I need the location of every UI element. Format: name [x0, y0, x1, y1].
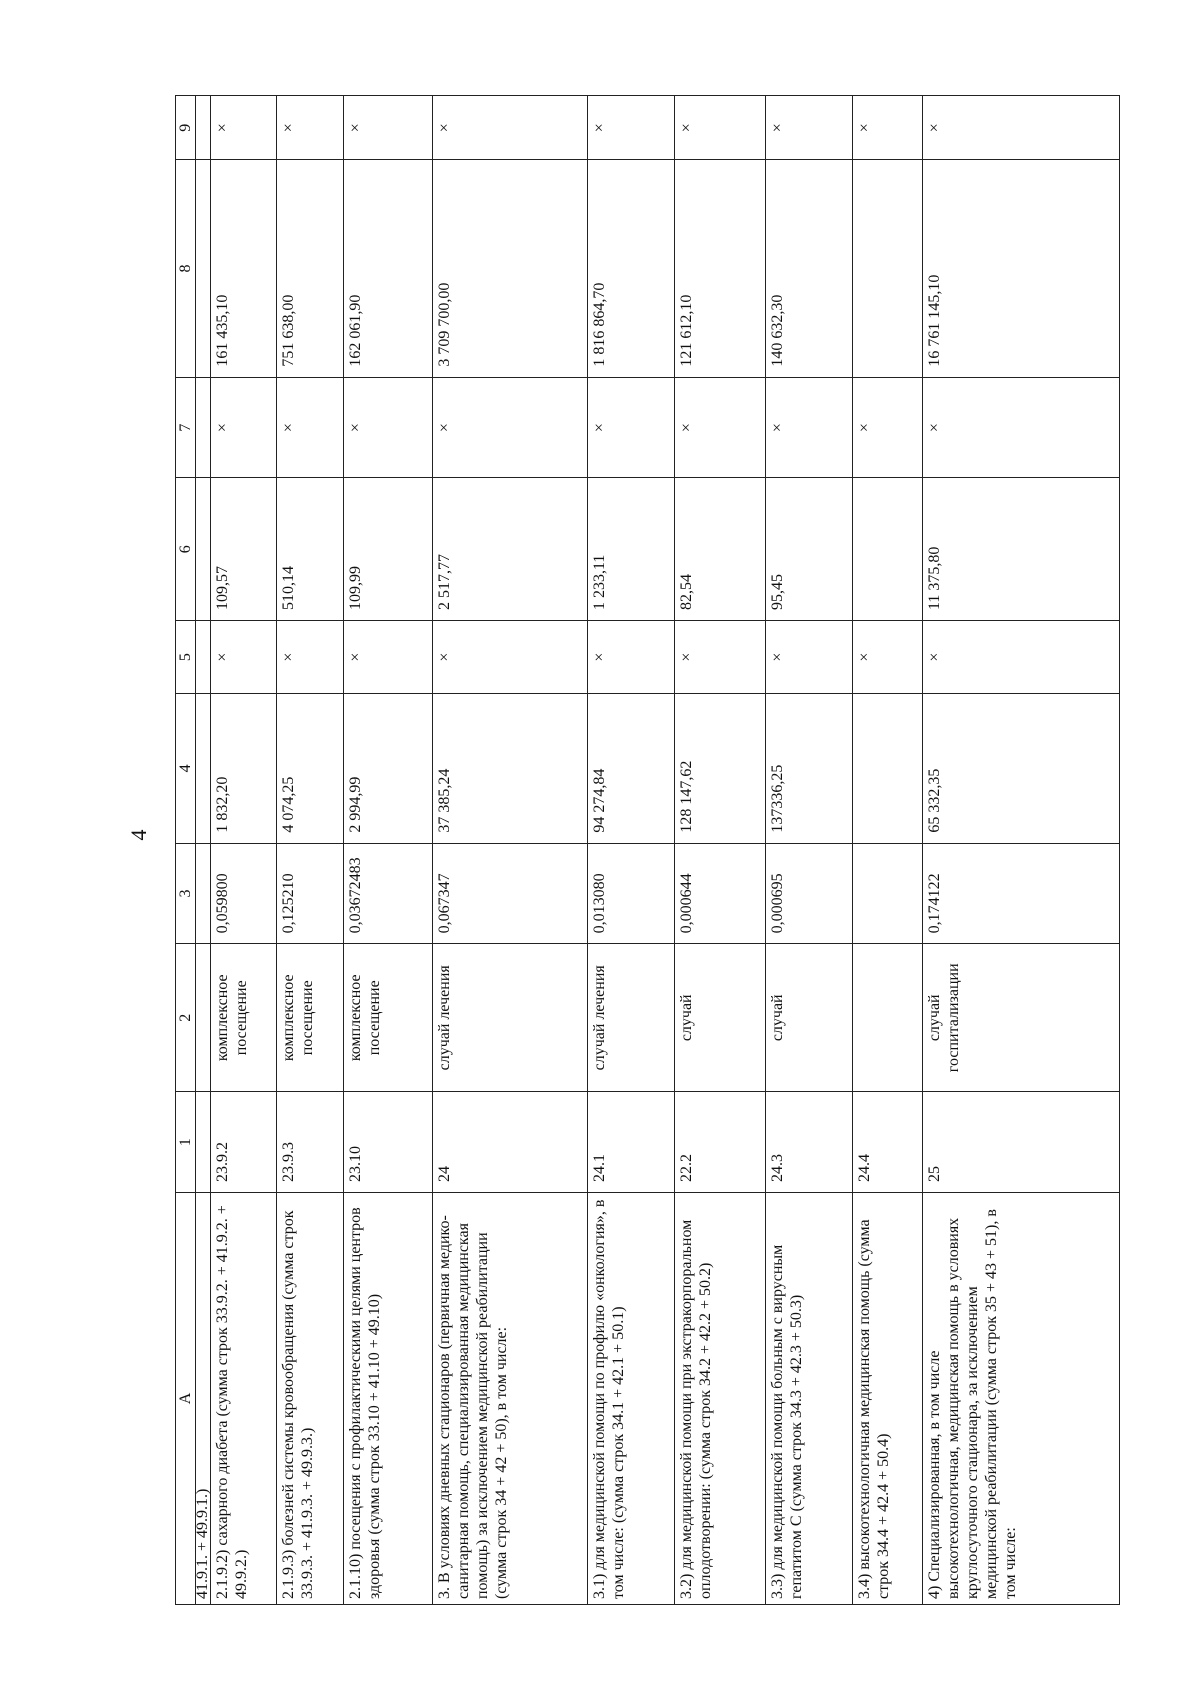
cell-x-mark: × [276, 96, 343, 160]
cell-value: 0,03672483 [343, 843, 432, 944]
table-row [923, 96, 1120, 1605]
cell-value: 95,45 [766, 478, 853, 621]
cell-value: 128 147,62 [674, 694, 765, 844]
cell-name: 3.1) для медицинской помощи по профилю «онкология», в том числе: (сумма строк 34.1 + 42.1 + 50.1) [587, 1192, 674, 1604]
cell-code: 25 [923, 1092, 1120, 1193]
table-row [210, 96, 276, 1605]
table-row [766, 96, 853, 1605]
cell-x-mark: × [766, 621, 853, 694]
column-header: 4 [176, 694, 196, 844]
table-row [276, 96, 343, 1605]
cell-name: 2.1.10) посещения с профилактическими целями центров здоровья (сумма строк 33.10 + 41.10 + 49.10) [343, 1192, 432, 1604]
cell-value [853, 478, 923, 621]
cell-value: 4 074,25 [276, 694, 343, 844]
cell-x-mark: × [276, 621, 343, 694]
column-header: 3 [176, 843, 196, 944]
cell-value: 0,000695 [766, 843, 853, 944]
cell-name: 2.1.9.3) болезней системы кровообращения (сумма строк 33.9.3. + 41.9.3. + 49.9.3.) [276, 1192, 343, 1604]
cell [196, 478, 211, 621]
cell-x-mark: × [674, 377, 765, 478]
cell-x-mark: × [343, 377, 432, 478]
cell-x-mark: × [587, 621, 674, 694]
cell-unit: комплексное посещение [343, 944, 432, 1092]
table-row [196, 96, 211, 1605]
cell-value: 0,125210 [276, 843, 343, 944]
cell-value: 2 517,77 [432, 478, 587, 621]
cell [196, 1092, 211, 1193]
column-header: 5 [176, 621, 196, 694]
cell-name: 3.4) высокотехнологичная медицинская помощь (сумма строк 34.4 + 42.4 + 50.4) [853, 1192, 923, 1604]
column-header: 9 [176, 96, 196, 160]
cell-value: 0,000644 [674, 843, 765, 944]
cell-x-mark: × [432, 96, 587, 160]
cell-value: 0,013080 [587, 843, 674, 944]
cell-value: 109,57 [210, 478, 276, 621]
cell-value: 1 832,20 [210, 694, 276, 844]
cell-x-mark: × [432, 621, 587, 694]
cell-value: 82,54 [674, 478, 765, 621]
cell [196, 694, 211, 844]
cell [196, 377, 211, 478]
cell-code: 23.10 [343, 1092, 432, 1193]
cell-x-mark: × [587, 96, 674, 160]
cell-name: 41.9.1. + 49.9.1.) [196, 1192, 211, 1604]
cell-x-mark: × [853, 377, 923, 478]
column-header: 8 [176, 160, 196, 377]
table-header-row [176, 96, 196, 1605]
cell-value: 0,059800 [210, 843, 276, 944]
cell-value: 109,99 [343, 478, 432, 621]
cell-x-mark: × [923, 377, 1120, 478]
column-header: A [176, 1192, 196, 1604]
cell-name: 4) Специализированная, в том числе высокотехнологичная, медицинская помощь в условиях круглосуточного стационара, за исключением медицинской реабилитации (сумма строк 35 + 43 + 51), в том числе: [923, 1192, 1120, 1604]
page-number: 4 [126, 829, 151, 841]
cell-unit: случай [674, 944, 765, 1092]
cell-x-mark: × [210, 621, 276, 694]
cell-x-mark: × [674, 621, 765, 694]
column-header: 2 [176, 944, 196, 1092]
cell-value: 94 274,84 [587, 694, 674, 844]
cell-unit [853, 944, 923, 1092]
cell-x-mark: × [923, 621, 1120, 694]
cell-value: 161 435,10 [210, 160, 276, 377]
cell-value: 162 061,90 [343, 160, 432, 377]
data-table [175, 95, 1120, 1605]
cell-value: 0,067347 [432, 843, 587, 944]
table-row [853, 96, 923, 1605]
cell-x-mark: × [853, 96, 923, 160]
cell-x-mark: × [210, 377, 276, 478]
cell-x-mark: × [343, 96, 432, 160]
cell-unit: случай лечения [432, 944, 587, 1092]
cell [196, 96, 211, 160]
table-row [432, 96, 587, 1605]
cell-code: 23.9.2 [210, 1092, 276, 1193]
cell [196, 944, 211, 1092]
cell-value [853, 694, 923, 844]
cell-value: 65 332,35 [923, 694, 1120, 844]
cell-x-mark: × [853, 621, 923, 694]
cell [196, 621, 211, 694]
column-header: 1 [176, 1092, 196, 1193]
cell-code: 22.2 [674, 1092, 765, 1193]
cell-x-mark: × [674, 96, 765, 160]
rotated-table-sheet [175, 95, 1120, 1605]
column-header: 6 [176, 478, 196, 621]
cell-name: 3.2) для медицинской помощи при экстракорпоральном оплодотворении: (сумма строк 34.2 + 42.2 + 50.2) [674, 1192, 765, 1604]
cell-value: 751 638,00 [276, 160, 343, 377]
cell-x-mark: × [343, 621, 432, 694]
cell-x-mark: × [432, 377, 587, 478]
cell [196, 160, 211, 377]
cell-value: 2 994,99 [343, 694, 432, 844]
cell-unit: случай [766, 944, 853, 1092]
cell-code: 24.4 [853, 1092, 923, 1193]
cell-x-mark: × [923, 96, 1120, 160]
table-row [587, 96, 674, 1605]
cell-x-mark: × [276, 377, 343, 478]
cell-value: 16 761 145,10 [923, 160, 1120, 377]
cell-value: 37 385,24 [432, 694, 587, 844]
cell-x-mark: × [766, 377, 853, 478]
cell-x-mark: × [587, 377, 674, 478]
cell-code: 24.3 [766, 1092, 853, 1193]
cell-code: 24 [432, 1092, 587, 1193]
column-header: 7 [176, 377, 196, 478]
cell-name: 2.1.9.2) сахарного диабета (сумма строк 33.9.2. + 41.9.2. + 49.9.2.) [210, 1192, 276, 1604]
cell-x-mark: × [210, 96, 276, 160]
cell-value [853, 843, 923, 944]
cell-x-mark: × [766, 96, 853, 160]
cell-unit: комплексное посещение [276, 944, 343, 1092]
cell-value: 140 632,30 [766, 160, 853, 377]
cell-code: 23.9.3 [276, 1092, 343, 1193]
cell-code: 24.1 [587, 1092, 674, 1193]
cell-value: 510,14 [276, 478, 343, 621]
cell-name: 3. В условиях дневных стационаров (первичная медико-санитарная помощь, специализированная медицинская помощь) за исключением медицинской реабилитации (сумма строк 34 + 42 + 50), в том числе: [432, 1192, 587, 1604]
cell [196, 843, 211, 944]
table-row [343, 96, 432, 1605]
cell-value: 1 233,11 [587, 478, 674, 621]
cell-name: 3.3) для медицинской помощи больным с вирусным гепатитом С (сумма строк 34.3 + 42.3 + 50.3) [766, 1192, 853, 1604]
cell-unit: комплексное посещение [210, 944, 276, 1092]
cell-value: 3 709 700,00 [432, 160, 587, 377]
cell-value: 137336,25 [766, 694, 853, 844]
cell-unit: случай лечения [587, 944, 674, 1092]
cell-value: 0,174122 [923, 843, 1120, 944]
table-row [674, 96, 765, 1605]
cell-value: 121 612,10 [674, 160, 765, 377]
cell-value [853, 160, 923, 377]
cell-unit: случай госпитализации [923, 944, 1120, 1092]
cell-value: 11 375,80 [923, 478, 1120, 621]
cell-value: 1 816 864,70 [587, 160, 674, 377]
